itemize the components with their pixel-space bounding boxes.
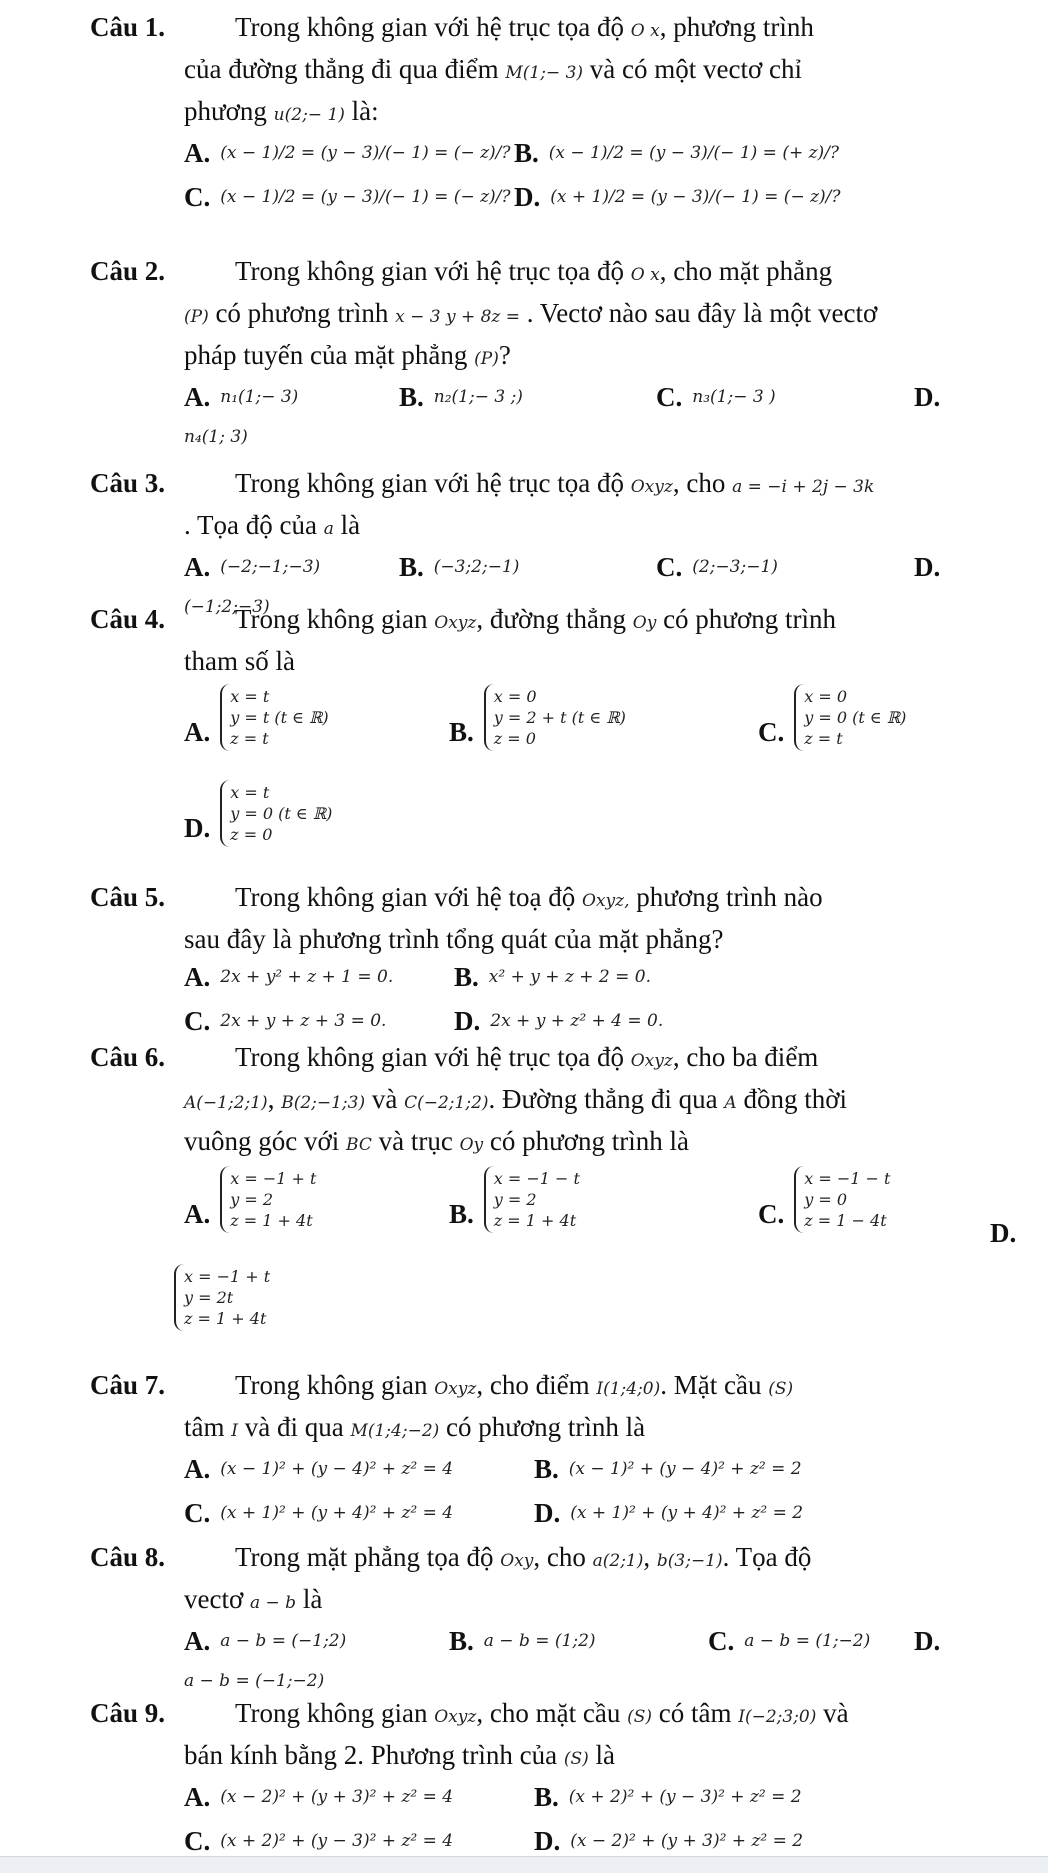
option-d[interactable]: D. (x − 2)² + (y + 3)² + z² = 2 — [534, 1826, 804, 1856]
option-a[interactable]: A. a − b = (−1;2) — [184, 1626, 347, 1656]
option-a[interactable]: A. 2x + y² + z + 1 = 0. — [184, 962, 394, 992]
question-label: Câu 4. — [90, 604, 166, 634]
question-9: Câu 9. Trong không gian Oxyz, cho mặt cầu (S) có tâm I(−2;3;0) và bán kính bằng 2. Phương trình của (S) là A. (x − 2)² + (y + 3)² + z² = 4 B. (x + 2)² + (y − 3)² + z² = 2 C. (x + 2)² + (y − 3)² + z² = 4 D. (x − 2)² + (y + 3)² + z² = 2 — [90, 1694, 1010, 1866]
option-a[interactable]: A. (x − 1)/2 = (y − 3)/(− 1) = (− z)/? — [184, 138, 511, 168]
question-4: Câu 4. Trong không gian Oxyz, đường thẳng Oy có phương trình tham số là A. x = t y = t (t ∈ ℝ) z = t B. x = 0 y = 2 + t (t ∈ ℝ) z = 0 C. x = 0 y = 0 (t ∈ ℝ) z = t D. x = t y = 0 (t ∈ ℝ) z = 0 — [90, 600, 1010, 880]
question-label: Câu 8. — [90, 1542, 166, 1572]
option-a[interactable]: A. (x − 2)² + (y + 3)² + z² = 4 — [184, 1782, 454, 1812]
option-c[interactable]: C. x = −1 − t y = 0 z = 1 − 4t — [758, 1166, 890, 1233]
option-b[interactable]: B. (−3;2;−1) — [399, 552, 520, 582]
option-b[interactable]: B. a − b = (1;2) — [449, 1626, 596, 1656]
option-d[interactable]: D. — [914, 1626, 941, 1656]
option-b[interactable]: B. (x − 1)/2 = (y − 3)/(− 1) = (+ z)/? — [514, 138, 840, 168]
question-label: Câu 2. — [90, 256, 166, 286]
bottom-border — [0, 1856, 1048, 1873]
question-8: Câu 8. Trong mặt phẳng tọa độ Oxy, cho a(2;1), b(3;−1). Tọa độ vectơ a − b là A. a − b = (−1;2) B. a − b = (1;2) C. a − b = (1;−2) D. a − b = (−1;−2) — [90, 1538, 1010, 1700]
question-label: Câu 3. — [90, 468, 166, 498]
option-c[interactable]: C. 2x + y + z + 3 = 0. — [184, 1006, 387, 1036]
question-6: Câu 6. Trong không gian với hệ trục tọa độ Oxyz, cho ba điểm A(−1;2;1), B(2;−1;3) và C(−2;1;2). Đường thẳng đi qua A đồng thời vuông góc với BC và trục Oy có phương trình là A. x = −1 + t y = 2 z = 1 + 4t B. x = −1 − t y = 2 z = 1 + 4t C. x = −1 − t y = 0 z = 1 − 4t D. x = −1 + t y = 2t z = 1 + 4t — [90, 1038, 1010, 1364]
option-d[interactable]: D. — [914, 552, 941, 582]
option-c[interactable]: C. (x − 1)/2 = (y − 3)/(− 1) = (− z)/? — [184, 182, 511, 212]
option-a[interactable]: A. x = −1 + t y = 2 z = 1 + 4t — [184, 1166, 316, 1233]
option-a[interactable]: A. x = t y = t (t ∈ ℝ) z = t — [184, 684, 329, 751]
question-3: Câu 3. Trong không gian với hệ trục tọa độ Oxyz, cho a = −i + 2j − 3k . Tọa độ của a là A. (−2;−1;−3) B. (−3;2;−1) C. (2;−3;−1) D. (−1;2;−3) — [90, 464, 1010, 626]
option-b[interactable]: B. (x − 1)² + (y − 4)² + z² = 2 — [534, 1454, 802, 1484]
question-7: Câu 7. Trong không gian Oxyz, cho điểm I(1;4;0). Mặt cầu (S) tâm I và đi qua M(1;4;−2) có phương trình là A. (x − 1)² + (y − 4)² + z² = 4 B. (x − 1)² + (y − 4)² + z² = 2 C. (x + 1)² + (y + 4)² + z² = 4 D. (x + 1)² + (y + 4)² + z² = 2 — [90, 1366, 1010, 1538]
option-b[interactable]: B. x² + y + z + 2 = 0. — [454, 962, 651, 992]
option-a[interactable]: A. (−2;−1;−3) — [184, 552, 321, 582]
question-5: Câu 5. Trong không gian với hệ toạ độ Oxyz, phương trình nào sau đây là phương trình tổng quát của mặt phẳng? A. 2x + y² + z + 1 = 0. B. x² + y + z + 2 = 0. C. 2x + y + z + 3 = 0. D. 2x + y + z² + 4 = 0. — [90, 878, 1010, 1046]
option-b[interactable]: B. x = 0 y = 2 + t (t ∈ ℝ) z = 0 — [449, 684, 626, 751]
option-c[interactable]: C. (x + 1)² + (y + 4)² + z² = 4 — [184, 1498, 454, 1528]
option-b[interactable]: B. n₂(1;− 3 ;) — [399, 382, 523, 412]
option-b[interactable]: B. x = −1 − t y = 2 z = 1 + 4t — [449, 1166, 580, 1233]
option-d[interactable]: D. — [990, 1218, 1017, 1248]
question-label: Câu 5. — [90, 882, 166, 912]
option-d[interactable]: D. (x + 1)² + (y + 4)² + z² = 2 — [534, 1498, 804, 1528]
question-label: Câu 6. — [90, 1042, 166, 1072]
option-c[interactable]: C. x = 0 y = 0 (t ∈ ℝ) z = t — [758, 684, 906, 751]
option-b[interactable]: B. (x + 2)² + (y − 3)² + z² = 2 — [534, 1782, 802, 1812]
option-a[interactable]: A. n₁(1;− 3) — [184, 382, 299, 412]
question-label: Câu 1. — [90, 12, 166, 42]
question-label: Câu 7. — [90, 1370, 166, 1400]
question-label: Câu 9. — [90, 1698, 166, 1728]
question-1: Câu 1. Trong không gian với hệ trục tọa độ O x, phương trình của đường thẳng đi qua điểm M(1;− 3) và có một vectơ chỉ phương u(2;− 1) là: A. (x − 1)/2 = (y − 3)/(− 1) = (− z)/? B. (x − 1)/2 = (y − 3)/(− 1) = (+ z)/? C. (x − 1)/2 = (y − 3)/(− 1) = (− z)/? D. (x + 1)/2 = (y − 3)/(− 1) = (− z)/? — [90, 8, 1010, 222]
option-d[interactable]: D. 2x + y + z² + 4 = 0. — [454, 1006, 664, 1036]
option-c[interactable]: C. n₃(1;− 3 ) — [656, 382, 776, 412]
question-2: Câu 2. Trong không gian với hệ trục tọa độ O x, cho mặt phẳng (P) có phương trình x − 3 y + 8z = . Vectơ nào sau đây là một vectơ pháp tuyến của mặt phẳng (P)? A. n₁(1;− 3) B. n₂(1;− 3 ;) C. n₃(1;− 3 ) D. n₄(1; 3) — [90, 252, 1010, 456]
option-c[interactable]: C. a − b = (1;−2) — [708, 1626, 871, 1656]
option-a[interactable]: A. (x − 1)² + (y − 4)² + z² = 4 — [184, 1454, 454, 1484]
option-d[interactable]: D. (x + 1)/2 = (y − 3)/(− 1) = (− z)/? — [514, 182, 841, 212]
option-c[interactable]: C. (2;−3;−1) — [656, 552, 778, 582]
option-c[interactable]: C. (x + 2)² + (y − 3)² + z² = 4 — [184, 1826, 454, 1856]
option-d[interactable]: D. x = t y = 0 (t ∈ ℝ) z = 0 — [184, 780, 332, 847]
option-d[interactable]: D. — [914, 382, 941, 412]
